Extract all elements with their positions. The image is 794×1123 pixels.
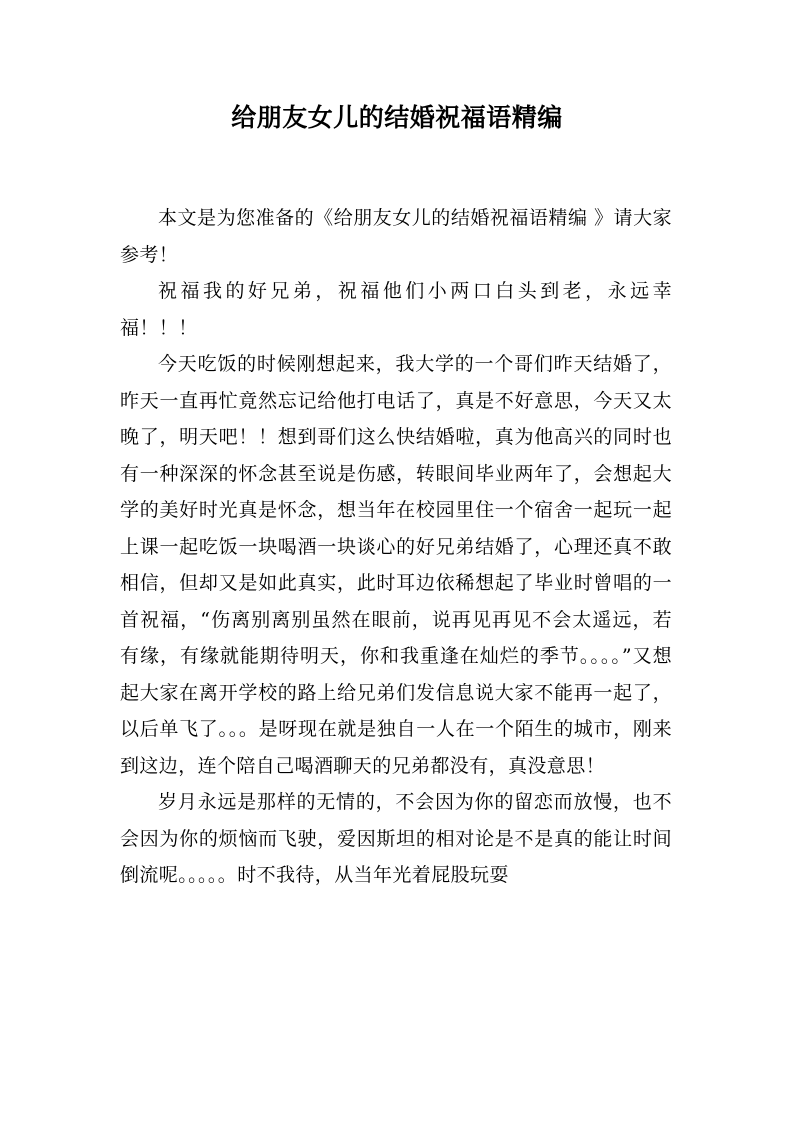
paragraph-memory: 今天吃饭的时候刚想起来，我大学的一个哥们昨天结婚了，昨天一直再忙竟然忘记给他打电话了，真是不好意思，今天又太晚了，明天吧！！想到哥们这么快结婚啦，真为他高兴的同时也有一种深深的怀念甚至说是伤感，转眼间毕业两年了，会想起大学的美好时光真是怀念，想当年在校园里住一个宿舍一起玩一起上课一起吃饭一块喝酒一块谈心的好兄弟结婚了，心理还真不敢相信，但却又是如此真实，此时耳边依稀想起了毕业时曾唱的一首祝福，“伤离别离别虽然在眼前，说再见再见不会太遥远，若有缘，有缘就能期待明天，你和我重逢在灿烂的季节。。。。”又想起大家在离开学校的路上给兄弟们发信息说大家不能再一起了，以后单飞了。。。是呀现在就是独自一人在一个陌生的城市，刚来到这边，连个陪自己喝酒聊天的兄弟都没有，真没意思！	[120, 353, 672, 777]
document-body	[120, 200, 672, 894]
paragraph-blessing: 祝福我的好兄弟，祝福他们小两口白头到老，永远幸福！！！	[120, 280, 672, 339]
paragraph-time: 岁月永远是那样的无情的，不会因为你的留恋而放慢，也不会因为你的烦恼而飞驶，爱因斯坦的相对论是不是真的能让时间倒流呢。。。。。时不我待，从当年光着屁股玩耍	[120, 791, 672, 886]
paragraph-intro: 本文是为您准备的《给朋友女儿的结婚祝福语精编 》请大家参考！	[120, 207, 672, 266]
document-title: 给朋友女儿的结婚祝福语精编	[231, 103, 563, 132]
